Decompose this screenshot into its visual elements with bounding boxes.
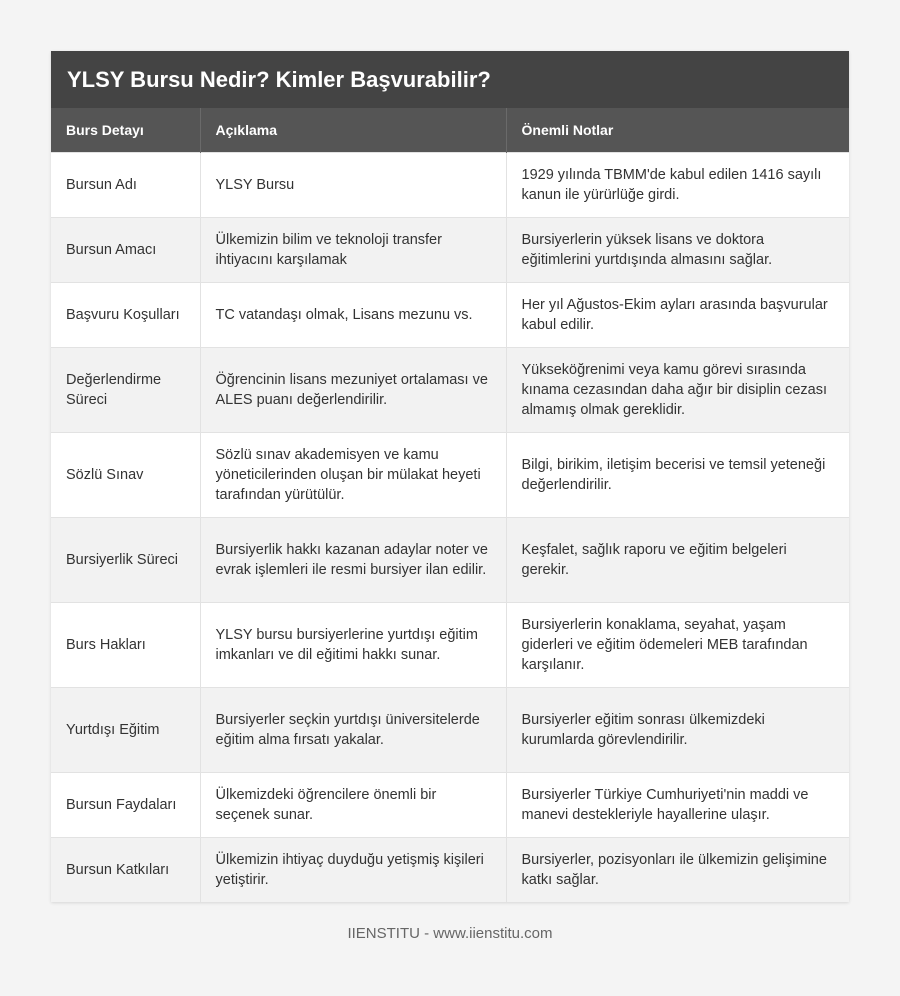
cell-description: Bursiyerlik hakkı kazanan adaylar noter ve evrak işlemleri ile resmi bursiyer ilan edilir.: [200, 517, 506, 602]
cell-notes: Keşfalet, sağlık raporu ve eğitim belgeleri gerekir.: [506, 517, 849, 602]
table-row: [51, 517, 849, 602]
header-row: [51, 108, 849, 152]
cell-description: Bursiyerler seçkin yurtdışı üniversitelerde eğitim alma fırsatı yakalar.: [200, 687, 506, 772]
header-cell-notes: Önemli Notlar: [506, 108, 849, 152]
cell-detail: Değerlendirme Süreci: [51, 347, 200, 432]
cell-detail: Bursiyerlik Süreci: [51, 517, 200, 602]
table-row: [51, 602, 849, 687]
cell-notes: Bursiyerler, pozisyonları ile ülkemizin gelişimine katkı sağlar.: [506, 837, 849, 902]
cell-notes: Bursiyerler eğitim sonrası ülkemizdeki kurumlarda görevlendirilir.: [506, 687, 849, 772]
cell-description: Ülkemizdeki öğrencilere önemli bir seçenek sunar.: [200, 772, 506, 837]
cell-notes: 1929 yılında TBMM'de kabul edilen 1416 sayılı kanun ile yürürlüğe girdi.: [506, 152, 849, 217]
table-row: [51, 837, 849, 902]
cell-description: Ülkemizin bilim ve teknoloji transfer ihtiyacını karşılamak: [200, 217, 506, 282]
cell-detail: Bursun Faydaları: [51, 772, 200, 837]
cell-notes: Yükseköğrenimi veya kamu görevi sırasında kınama cezasından daha ağır bir disiplin cezası almamış olmak gereklidir.: [506, 347, 849, 432]
cell-notes: Bilgi, birikim, iletişim becerisi ve temsil yeteneği değerlendirilir.: [506, 432, 849, 517]
table-row: [51, 432, 849, 517]
cell-notes: Bursiyerler Türkiye Cumhuriyeti'nin maddi ve manevi destekleriyle hayallerine ulaşır.: [506, 772, 849, 837]
cell-description: YLSY bursu bursiyerlerine yurtdışı eğitim imkanları ve dil eğitimi hakkı sunar.: [200, 602, 506, 687]
cell-detail: Bursun Katkıları: [51, 837, 200, 902]
table-row: [51, 687, 849, 772]
info-table: [51, 108, 849, 902]
cell-notes: Her yıl Ağustos-Ekim ayları arasında başvurular kabul edilir.: [506, 282, 849, 347]
table-card: [51, 51, 849, 902]
footer-credit: IIENSTITU - www.iienstitu.com: [347, 925, 553, 942]
cell-description: Öğrencinin lisans mezuniyet ortalaması ve ALES puanı değerlendirilir.: [200, 347, 506, 432]
cell-detail: Yurtdışı Eğitim: [51, 687, 200, 772]
cell-detail: Burs Hakları: [51, 602, 200, 687]
table-row: [51, 152, 849, 217]
header-cell-detail: Burs Detayı: [51, 108, 200, 152]
table-title: YLSY Bursu Nedir? Kimler Başvurabilir?: [51, 51, 849, 108]
cell-notes: Bursiyerlerin konaklama, seyahat, yaşam giderleri ve eğitim ödemeleri MEB tarafından karşılanır.: [506, 602, 849, 687]
cell-description: Ülkemizin ihtiyaç duyduğu yetişmiş kişileri yetiştirir.: [200, 837, 506, 902]
table-row: [51, 217, 849, 282]
table-row: [51, 772, 849, 837]
cell-detail: Sözlü Sınav: [51, 432, 200, 517]
cell-description: Sözlü sınav akademisyen ve kamu yöneticilerinden oluşan bir mülakat heyeti tarafından yürütülür.: [200, 432, 506, 517]
cell-detail: Başvuru Koşulları: [51, 282, 200, 347]
cell-detail: Bursun Adı: [51, 152, 200, 217]
table-row: [51, 282, 849, 347]
cell-detail: Bursun Amacı: [51, 217, 200, 282]
cell-notes: Bursiyerlerin yüksek lisans ve doktora eğitimlerini yurtdışında almasını sağlar.: [506, 217, 849, 282]
cell-description: TC vatandaşı olmak, Lisans mezunu vs.: [200, 282, 506, 347]
cell-description: YLSY Bursu: [200, 152, 506, 217]
header-cell-description: Açıklama: [200, 108, 506, 152]
table-row: [51, 347, 849, 432]
